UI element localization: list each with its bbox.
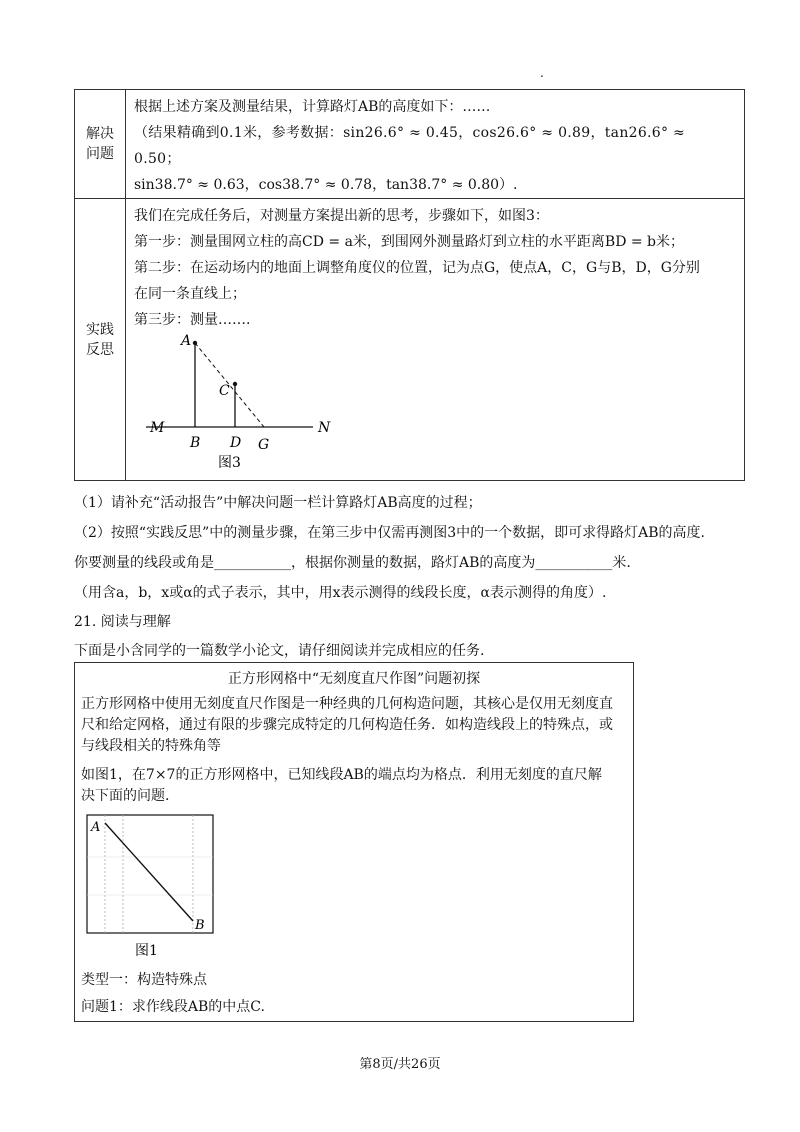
figure-3 <box>138 333 358 471</box>
top-mark: . <box>540 66 544 80</box>
reflect-line: 第二步：在运动场内的地面上调整角度仪的位置，记为点G，使点A，C，G与B，D，G分别 <box>134 260 700 276</box>
essay-line: 与线段相关的特殊角等 <box>81 738 221 754</box>
label-d: D <box>230 435 242 451</box>
row-label-reflect <box>75 199 126 481</box>
label-b: B <box>190 435 201 451</box>
essay-line: 正方形网格中使用无刻度直尺作图是一种经典的几何构造问题，其核心是仅用无刻度直 <box>81 696 613 712</box>
activity-report-table <box>74 89 745 481</box>
point-a <box>193 341 197 345</box>
label-c: C <box>219 383 230 399</box>
label-a: A <box>91 820 101 835</box>
essay-line: 尺和给定网格，通过有限的步骤完成特定的几何构造任务．如构造线段上的特殊点，或 <box>81 717 613 733</box>
row-label-line: 实践 <box>86 321 114 338</box>
solve-content <box>126 90 745 199</box>
reflect-line: 第一步：测量围网立柱的高CD = a米，到围网外测量路灯到立柱的水平距离BD = b米； <box>134 234 685 250</box>
row-label-line: 解决 <box>86 126 114 142</box>
solve-line: （结果精确到0.1米，参考数据：sin26.6° ≈ 0.45，cos26.6° ≈ 0.89，tan26.6° ≈ 0.50； <box>134 125 686 167</box>
figure-1-caption: 图1 <box>135 943 158 959</box>
problem-21-heading: 21. 阅读与理解 <box>74 614 171 630</box>
problem-21-intro: 下面是小含同学的一篇数学小论文，请仔细阅读并完成相应的任务. <box>74 643 485 659</box>
question-2-blanks: 你要测量的线段或角是___________，根据你测量的数据，路灯AB的高度为___________米. <box>74 555 631 571</box>
segment-ab <box>105 823 193 921</box>
row-label-line: 问题 <box>86 146 114 162</box>
label-m: M <box>150 420 165 436</box>
figure-1 <box>81 811 221 961</box>
reflect-line: 第三步：测量……. <box>134 312 251 328</box>
report-row-reflect <box>75 199 745 481</box>
label-n: N <box>318 420 331 436</box>
solve-line: 根据上述方案及测量结果，计算路灯AB的高度如下：…… <box>134 99 491 115</box>
essay-box <box>74 662 634 1022</box>
essay-line: 问题1：求作线段AB的中点C. <box>81 999 265 1015</box>
report-row-solve <box>75 90 745 199</box>
essay-title: 正方形网格中“无刻度直尺作图”问题初探 <box>227 671 481 687</box>
figure-3-caption: 图3 <box>218 455 241 471</box>
question-2-note: （用含a，b，x或α的式子表示，其中，用x表示测得的线段长度，α表示测得的角度）. <box>74 585 607 601</box>
page-footer: 第8页/共26页 <box>359 1057 441 1072</box>
row-label-line: 反思 <box>86 341 114 358</box>
reflect-line: 在同一条直线上； <box>134 286 246 302</box>
reflect-line: 我们在完成任务后，对测量方案提出新的思考，步骤如下，如图3： <box>134 208 549 224</box>
solve-line: sin38.7° ≈ 0.63，cos38.7° ≈ 0.78，tan38.7° ≈ 0.80）. <box>134 177 518 193</box>
row-label-solve <box>75 90 126 199</box>
reflect-content <box>126 199 745 481</box>
essay-line: 类型一：构造特殊点 <box>81 972 207 988</box>
question-2: （2）按照“实践反思”中的测量步骤，在第三步中仅需再测图3中的一个数据，即可求得路灯AB的高度. <box>74 525 705 541</box>
essay-line: 如图1，在7×7的正方形网格中，已知线段AB的端点均为格点．利用无刻度的直尺解 <box>81 767 602 783</box>
label-g: G <box>258 437 270 453</box>
label-a: A <box>181 333 192 349</box>
question-1: （1）请补充“活动报告”中解决问题一栏计算路灯AB高度的过程； <box>74 495 482 511</box>
essay-line: 决下面的问题. <box>81 788 170 804</box>
label-b: B <box>195 918 205 933</box>
point-c <box>233 382 237 386</box>
